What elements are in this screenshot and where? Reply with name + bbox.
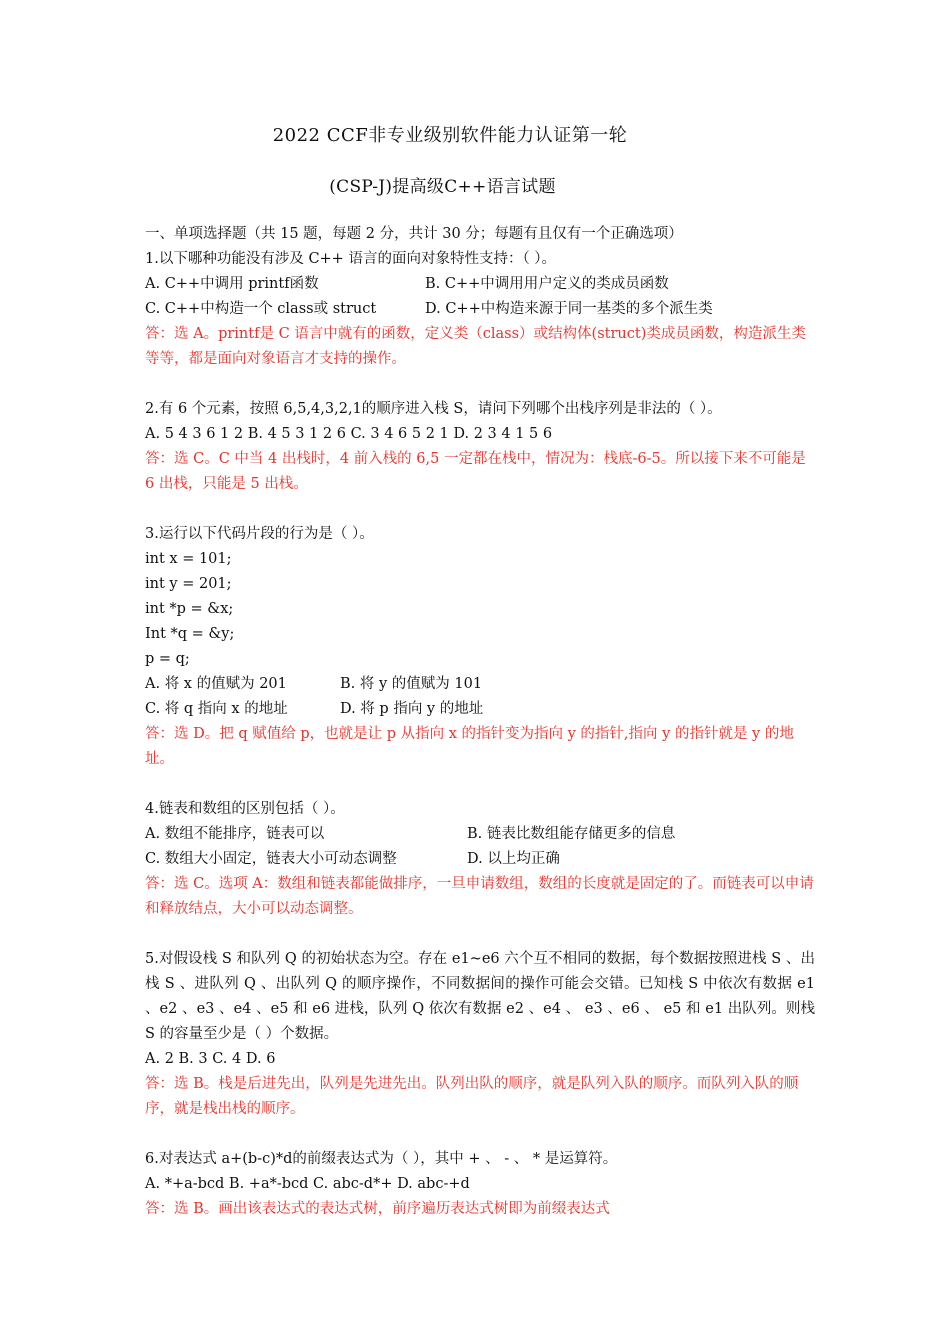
question-5-answer: 答：选 B。栈是后进先出，队列是先进先出。队列出队的顺序，就是队列入队的顺序。而队列入队的顺序，就是栈出栈的顺序。	[145, 1076, 799, 1117]
question-4-options-row-2	[145, 847, 815, 872]
document-title: 2022 CCF非专业级别软件能力认证第一轮	[272, 125, 628, 146]
spacer	[145, 497, 815, 522]
question-4-option-a: A. 数组不能排序，链表可以	[145, 826, 325, 842]
question-2-stem: 2.有 6 个元素，按照 6,5,4,3,2,1的顺序进入栈 S，请问下列哪个出栈序列是非法的（ ）。	[145, 401, 722, 417]
question-1-option-d: D. C++中构造来源于同一基类的多个派生类	[425, 301, 713, 317]
question-1-stem: 1.以下哪种功能没有涉及 C++ 语言的面向对象特性支持：（ ）。	[145, 251, 557, 267]
spacer	[145, 922, 815, 947]
code-line-1: int x = 101;	[145, 551, 232, 567]
spacer	[145, 1122, 815, 1147]
question-3-options-row-2	[145, 697, 815, 722]
question-1-option-b: B. C++中调用用户定义的类成员函数	[425, 276, 669, 292]
question-1-options-row-2	[145, 297, 815, 322]
question-2-options: A. 5 4 3 6 1 2 B. 4 5 3 1 2 6 C. 3 4 6 5 2 1 D. 2 3 4 1 5 6	[145, 426, 553, 442]
question-6-answer: 答：选 B。画出该表达式的表达式树，前序遍历表达式树即为前缀表达式	[145, 1201, 610, 1217]
question-3-answer: 答：选 D。把 q 赋值给 p，也就是让 p 从指向 x 的指针变为指向 y 的指针,指向 y 的指针就是 y 的地址。	[145, 726, 794, 767]
document-subtitle: (CSP-J)提高级C++语言试题	[329, 177, 556, 197]
question-3-option-c: C. 将 q 指向 x 的地址	[145, 701, 288, 717]
question-5-stem: 5.对假设栈 S 和队列 Q 的初始状态为空。存在 e1~e6 六个互不相同的数据，每个数据按照进栈 S 、出栈 S 、进队列 Q 、出队列 Q 的顺序操作，不同数据间的操作可能会交错。已知栈 S 中依次有数据 e1 、e2 、e3 、e4 、e5 和 e6 进栈，队列 Q 依次有数据 e2 、e4 、 e3 、e6 、 e5 和 e1 出队列。则栈 S 的容量至少是（ ）个数据。	[145, 951, 815, 1042]
question-4-option-d: D. 以上均正确	[467, 851, 560, 867]
question-4-options-row-1	[145, 822, 815, 847]
document-body	[145, 222, 815, 1222]
question-1-answer: 答：选 A。printf是 C 语言中就有的函数，定义类（class）或结构体(struct)类成员函数，构造派生类等等，都是面向对象语言才支持的操作。	[145, 326, 806, 367]
question-1-option-a: A. C++中调用 printf函数	[145, 276, 319, 292]
question-4-answer: 答：选 C。选项 A：数组和链表都能做排序，一旦申请数组，数组的长度就是固定的了。而链表可以申请和释放结点，大小可以动态调整。	[145, 876, 814, 917]
question-4-option-c: C. 数组大小固定，链表大小可动态调整	[145, 851, 397, 867]
code-line-2: int y = 201;	[145, 576, 232, 592]
spacer	[145, 772, 815, 797]
section-heading: 一、单项选择题（共 15 题，每题 2 分，共计 30 分；每题有且仅有一个正确选项）	[145, 226, 683, 242]
question-5-options: A. 2 B. 3 C. 4 D. 6	[145, 1051, 276, 1067]
question-3-option-a: A. 将 x 的值赋为 201	[145, 676, 287, 692]
question-3-stem: 3.运行以下代码片段的行为是（ ）。	[145, 526, 374, 542]
question-6-stem: 6.对表达式 a+(b-c)*d的前缀表达式为（ ），其中 + 、 - 、 * 是运算符。	[145, 1151, 618, 1167]
code-line-3: int *p = &x;	[145, 601, 234, 617]
question-1-options-row-1	[145, 272, 815, 297]
question-3-option-d: D. 将 p 指向 y 的地址	[340, 701, 484, 717]
code-line-5: p = q;	[145, 651, 190, 667]
question-6-options: A. *+a-bcd B. +a*-bcd C. abc-d*+ D. abc-+d	[145, 1176, 470, 1192]
question-1-option-c: C. C++中构造一个 class或 struct	[145, 301, 377, 317]
question-3-options-row-1	[145, 672, 815, 697]
question-2-answer: 答：选 C。C 中当 4 出栈时，4 前入栈的 6,5 一定都在栈中，情况为：栈底-6-5。所以接下来不可能是 6 出栈，只能是 5 出栈。	[145, 451, 806, 492]
question-4-stem: 4.链表和数组的区别包括（ ）。	[145, 801, 345, 817]
code-line-4: Int *q = &y;	[145, 626, 235, 642]
question-4-option-b: B. 链表比数组能存储更多的信息	[467, 826, 676, 842]
spacer	[145, 372, 815, 397]
question-3-option-b: B. 将 y 的值赋为 101	[340, 676, 483, 692]
